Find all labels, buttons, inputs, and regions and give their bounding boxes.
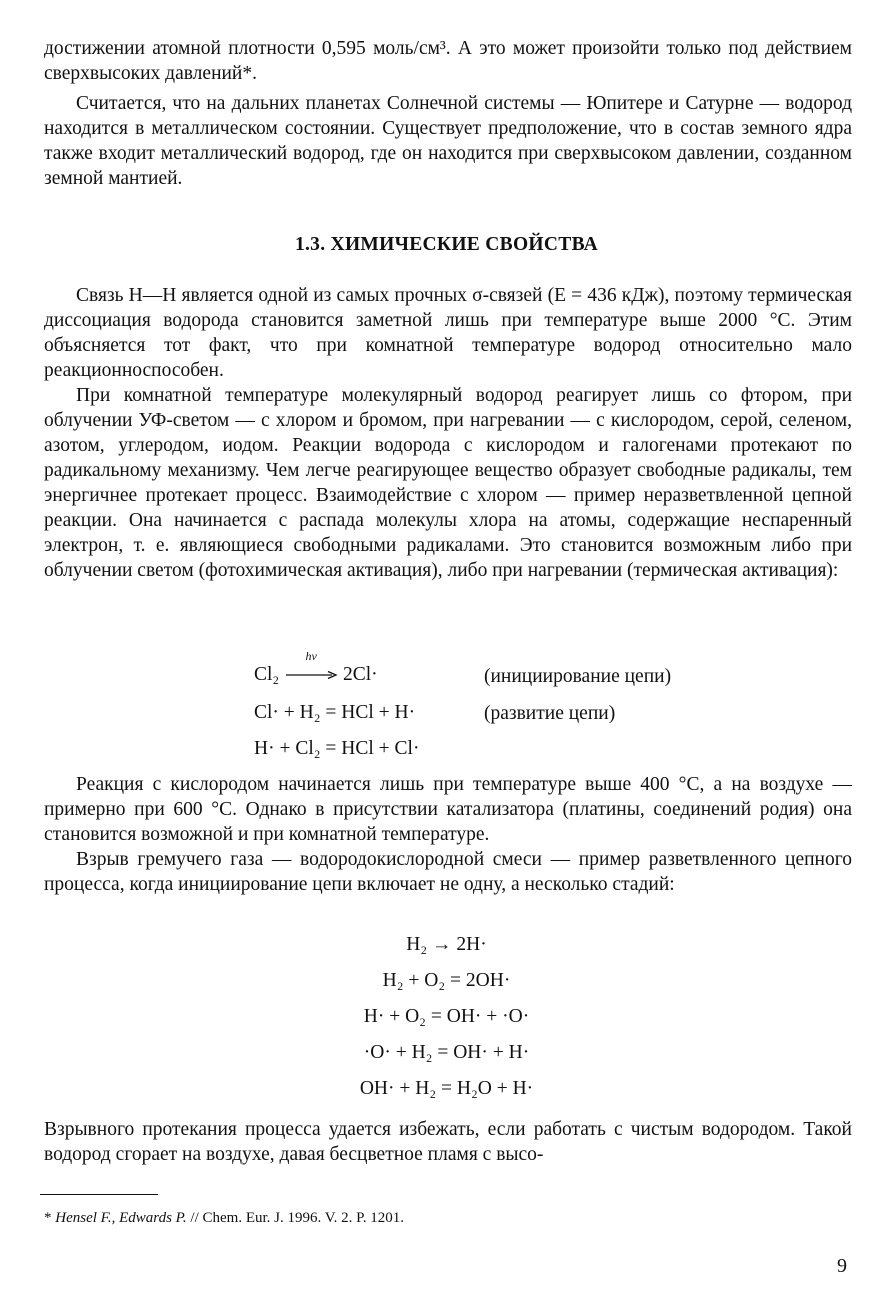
section-heading: 1.3. ХИМИЧЕСКИЕ СВОЙСТВА: [294, 234, 599, 255]
footnote: [44, 1208, 404, 1228]
footnote-marker: *: [44, 1210, 52, 1226]
reaction-right: 2Cl·: [342, 664, 378, 685]
reaction-left: Cl₂: [254, 664, 280, 685]
arrow-right-icon: [284, 649, 338, 680]
reaction-o-1: H₂ → 2H·: [406, 934, 487, 955]
reaction-initiation: [254, 649, 378, 688]
reaction-o-2: H₂ + O₂ = 2OH·: [382, 970, 511, 991]
reaction-initiation-note: (инициирование цепи): [484, 666, 672, 687]
reaction-propagation: Cl· + H₂ = HCl + H·: [254, 702, 416, 723]
paragraph-reactivity: При комнатной температуре молекулярный водород реагирует лишь со фтором, при облучении УФ-светом — с хлором и бромом, при нагревании — с кислородом, серой, селеном, азотом, углеродом, иодом. Реакции водорода с кислородом и галогенами протекают по радикальному механизму. Чем легче реагирующее вещество образует свободные радикалы, тем энергичнее протекает процесс. Взаимодействие с хлором — пример неразветвленной цепной реакции. Она начинается с распада молекулы хлора на атомы, содержащие неспаренный электрон, т. е. являющиеся свободными радикалами. Это становится возможным либо при облучении светом (фотохимическая активация), либо при нагревании (термическая активация):: [44, 385, 852, 581]
page-number: 9: [837, 1255, 847, 1277]
paragraph-oxygen: Реакция с кислородом начинается лишь при температуре выше 400 °C, а на воздухе — примерно при 600 °C. Однако в присутствии катализатора (платины, соединений родия) она становится возможной и при комнатной температуре.: [44, 774, 852, 845]
arrow-label: hv: [305, 649, 317, 663]
paragraph-explosion: Взрыв гремучего газа — водородокислородной смеси — пример разветвленного цепного процесса, когда инициирование цепи включает не одну, а несколько стадий:: [44, 849, 852, 895]
paragraph-continuation: достижении атомной плотности 0,595 моль/см³. А это может произойти только под действием сверхвысоких давлений*.: [44, 38, 852, 84]
paragraph-bond-energy: Связь H—H является одной из самых прочных σ-связей (E = 436 кДж), поэтому термическая диссоциация водорода становится заметной лишь при температуре выше 2000 °C. Этим объясняется тот факт, что при комнатной температуре водород относительно мало реакционноспособен.: [44, 285, 852, 381]
reaction-o-3: H· + O₂ = OH· + ·O·: [363, 1006, 530, 1027]
reaction-o-5: OH· + H₂ = H₂O + H·: [359, 1078, 534, 1099]
reaction-chain-step: H· + Cl₂ = HCl + Cl·: [254, 738, 420, 759]
footnote-divider: [40, 1194, 158, 1195]
reaction-o-4: ·O· + H₂ = OH· + H·: [363, 1042, 530, 1063]
paragraph-planets: Считается, что на дальних планетах Солнечной системы — Юпитере и Сатурне — водород находится в металлическом состоянии. Существует предположение, что в состав земного ядра также входит металлический водород, где он находится при сверхвысоком давлении, созданном земной мантией.: [44, 93, 852, 189]
footnote-authors: Hensel F., Edwards P.: [55, 1210, 187, 1226]
footnote-source: // Chem. Eur. J. 1996. V. 2. P. 1201.: [186, 1210, 405, 1226]
reaction-propagation-note: (развитие цепи): [484, 703, 616, 724]
paragraph-pure-hydrogen: Взрывного протекания процесса удается избежать, если работать с чистым водородом. Такой водород сгорает на воздухе, давая бесцветное пламя с высо-: [44, 1119, 852, 1165]
